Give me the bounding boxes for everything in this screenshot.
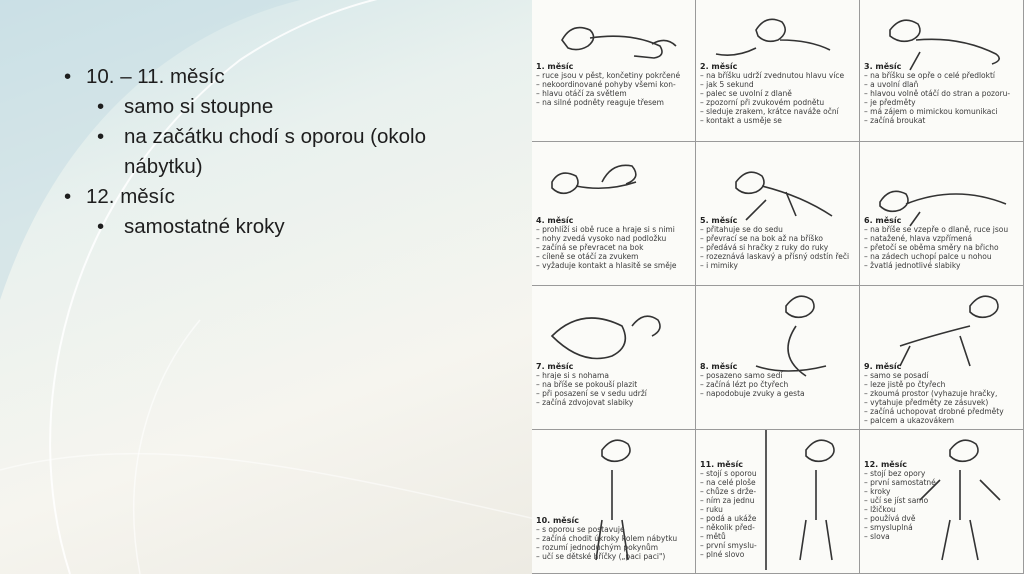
milestone-text: – začíná zdvojovat slabiky bbox=[536, 398, 634, 407]
chart-cell bbox=[532, 0, 696, 142]
month-label: 7. měsíc bbox=[536, 362, 574, 371]
chart-cell bbox=[860, 0, 1024, 142]
milestone-text: – chůze s drže- bbox=[700, 487, 757, 496]
month-caption bbox=[536, 362, 647, 407]
milestone-text: – na zádech uchopí palce u nohou bbox=[864, 252, 992, 261]
milestone-text: – hlavou volně otáčí do stran a pozoru- bbox=[864, 89, 1011, 98]
milestone-text: – kroky bbox=[864, 487, 891, 496]
sub-bullet: • samo si stoupne bbox=[64, 92, 534, 122]
development-chart-image bbox=[532, 0, 1024, 574]
chart-cell bbox=[532, 142, 696, 286]
milestone-text: – ním za jednu bbox=[700, 496, 755, 505]
milestone-text: – stojí bez opory bbox=[864, 469, 926, 478]
milestone-text: – používá dvě bbox=[864, 514, 916, 523]
milestone-text: – několik před- bbox=[700, 523, 755, 532]
baby-sketch bbox=[532, 286, 696, 430]
milestone-text: – rozumí jednoduchým pokynům bbox=[536, 543, 659, 552]
month-caption bbox=[700, 216, 849, 270]
milestone-text: – posazeno samo sedí bbox=[700, 371, 783, 380]
milestone-text: – na bříšku se opře o celé předloktí bbox=[864, 71, 996, 80]
milestone-text: – první smyslu- bbox=[700, 541, 757, 550]
sub-bullet-continuation: nábytku) bbox=[124, 155, 203, 178]
milestone-text: – slova bbox=[864, 532, 890, 541]
milestone-text: – mětů bbox=[700, 532, 726, 541]
milestone-text: – vytahuje předměty ze zásuvek) bbox=[864, 398, 989, 407]
milestone-text: – s oporou se postavuje bbox=[536, 525, 625, 534]
milestone-text: – smysluplná bbox=[864, 523, 913, 532]
month-caption bbox=[536, 516, 677, 561]
chart-cell bbox=[860, 142, 1024, 286]
milestone-text: – sleduje zrakem, krátce naváže oční bbox=[700, 107, 839, 116]
milestone-text: – a uvolní dlaň bbox=[864, 80, 919, 89]
month-label: 2. měsíc bbox=[700, 62, 738, 71]
month-label: 12. měsíc bbox=[864, 460, 907, 469]
milestone-text: – natažené, hlava vzpřímená bbox=[864, 234, 973, 243]
month-caption bbox=[864, 216, 1008, 270]
milestone-text: – přetočí se oběma směry na břicho bbox=[864, 243, 999, 252]
chart-cell bbox=[860, 286, 1024, 430]
month-label: 8. měsíc bbox=[700, 362, 738, 371]
sub-bullet: • samostatné kroky bbox=[64, 212, 534, 242]
milestone-text: – hraje si s nohama bbox=[536, 371, 609, 380]
month-caption bbox=[700, 362, 805, 398]
chart-cell bbox=[696, 0, 860, 142]
milestone-text: – začíná se převracet na bok bbox=[536, 243, 644, 252]
sub-bullet: • na začátku chodí s oporou (okolo bbox=[64, 122, 534, 152]
milestone-text: – samo se posadí bbox=[864, 371, 929, 380]
milestone-text: – je předměty bbox=[864, 98, 916, 107]
milestone-text: – má zájem o mimickou komunikaci bbox=[864, 107, 998, 116]
month-caption bbox=[700, 460, 757, 559]
milestone-text: – na celé ploše bbox=[700, 478, 756, 487]
milestone-text: – hlavu otáčí za světlem bbox=[536, 89, 627, 98]
milestone-text: – nohy zvedá vysoko nad podložku bbox=[536, 234, 667, 243]
month-caption bbox=[536, 216, 677, 270]
milestone-text: – zkoumá prostor (vyhazuje hračky, bbox=[864, 389, 998, 398]
month-label: 1. měsíc bbox=[536, 62, 574, 71]
milestone-text: – plné slovo bbox=[700, 550, 745, 559]
milestone-text: – rozeznává laskavý a přísný odstín řeči bbox=[700, 252, 850, 261]
month-caption bbox=[700, 62, 844, 125]
chart-cell bbox=[696, 430, 860, 574]
milestone-text: – převrací se na bok až na bříško bbox=[700, 234, 824, 243]
month-label: 4. měsíc bbox=[536, 216, 574, 225]
month-label: 9. měsíc bbox=[864, 362, 902, 371]
milestone-text: – předává si hračky z ruky do ruky bbox=[700, 243, 829, 252]
milestone-text: – stojí s oporou bbox=[700, 469, 757, 478]
month-label: 6. měsíc bbox=[864, 216, 902, 225]
milestone-text: – první samostatné bbox=[864, 478, 936, 487]
month-caption bbox=[864, 62, 1010, 125]
milestone-text: – nekoordinované pohyby všemi kon- bbox=[536, 80, 676, 89]
month-caption bbox=[864, 362, 1004, 425]
bullet-list bbox=[64, 62, 534, 242]
milestone-text: – při posazení se v sedu udrží bbox=[536, 389, 647, 398]
month-label: 3. měsíc bbox=[864, 62, 902, 71]
bullet-12: • 12. měsíc bbox=[64, 182, 534, 212]
milestone-text: – podá a ukáže bbox=[700, 514, 757, 523]
milestone-text: – na bříše se vzepře o dlaně, ruce jsou bbox=[864, 225, 1009, 234]
chart-cell bbox=[532, 286, 696, 430]
milestone-text: – lžičkou bbox=[864, 505, 896, 514]
milestone-text: – zpozorní při zvukovém podnětu bbox=[700, 98, 825, 107]
milestone-text: – začíná lézt po čtyřech bbox=[700, 380, 789, 389]
milestone-text: – na silné podněty reaguje třesem bbox=[536, 98, 664, 107]
milestone-text: – cíleně se otáčí za zvukem bbox=[536, 252, 639, 261]
milestone-text: – ruce jsou v pěst, končetiny pokrčené bbox=[536, 71, 681, 80]
milestone-text: – palec se uvolní z dlaně bbox=[700, 89, 792, 98]
milestone-text: – palcem a ukazovákem bbox=[864, 416, 955, 425]
milestone-text: – žvatlá jednotlivé slabiky bbox=[864, 261, 961, 270]
chart-cell bbox=[696, 286, 860, 430]
milestone-text: – napodobuje zvuky a gesta bbox=[700, 389, 805, 398]
milestone-text: – i mimiky bbox=[700, 261, 738, 270]
month-caption bbox=[536, 62, 680, 107]
milestone-text: – přitahuje se do sedu bbox=[700, 225, 783, 234]
baby-sketch bbox=[696, 286, 860, 430]
month-label: 10. měsíc bbox=[536, 516, 579, 525]
milestone-text: – vyžaduje kontakt a hlasitě se směje bbox=[536, 261, 677, 270]
milestone-text: – učí se dětské hříčky („paci paci") bbox=[536, 552, 666, 561]
month-label: 5. měsíc bbox=[700, 216, 738, 225]
chart-cell bbox=[696, 142, 860, 286]
milestone-text: – leze jistě po čtyřech bbox=[864, 380, 946, 389]
milestone-text: – na bříšku udrží zvednutou hlavu více bbox=[700, 71, 845, 80]
bullet-10-11: • 10. – 11. měsíc bbox=[64, 62, 534, 92]
milestone-text: – na bříše se pokouší plazit bbox=[536, 380, 638, 389]
chart-cell bbox=[532, 430, 696, 574]
milestone-text: – začíná uchopovat drobné předměty bbox=[864, 407, 1004, 416]
chart-cell bbox=[860, 430, 1024, 574]
milestone-text: – začíná broukat bbox=[864, 116, 926, 125]
milestone-text: – ruku bbox=[700, 505, 723, 514]
month-label: 11. měsíc bbox=[700, 460, 743, 469]
milestone-text: – učí se jíst samo bbox=[864, 496, 929, 505]
milestone-text: – kontakt a usměje se bbox=[700, 116, 782, 125]
milestone-text: – začíná chodit úkroky kolem nábytku bbox=[536, 534, 678, 543]
month-caption bbox=[864, 460, 936, 541]
milestone-text: – prohlíží si obě ruce a hraje si s nimi bbox=[536, 225, 675, 234]
milestone-text: – jak 5 sekund bbox=[700, 80, 754, 89]
